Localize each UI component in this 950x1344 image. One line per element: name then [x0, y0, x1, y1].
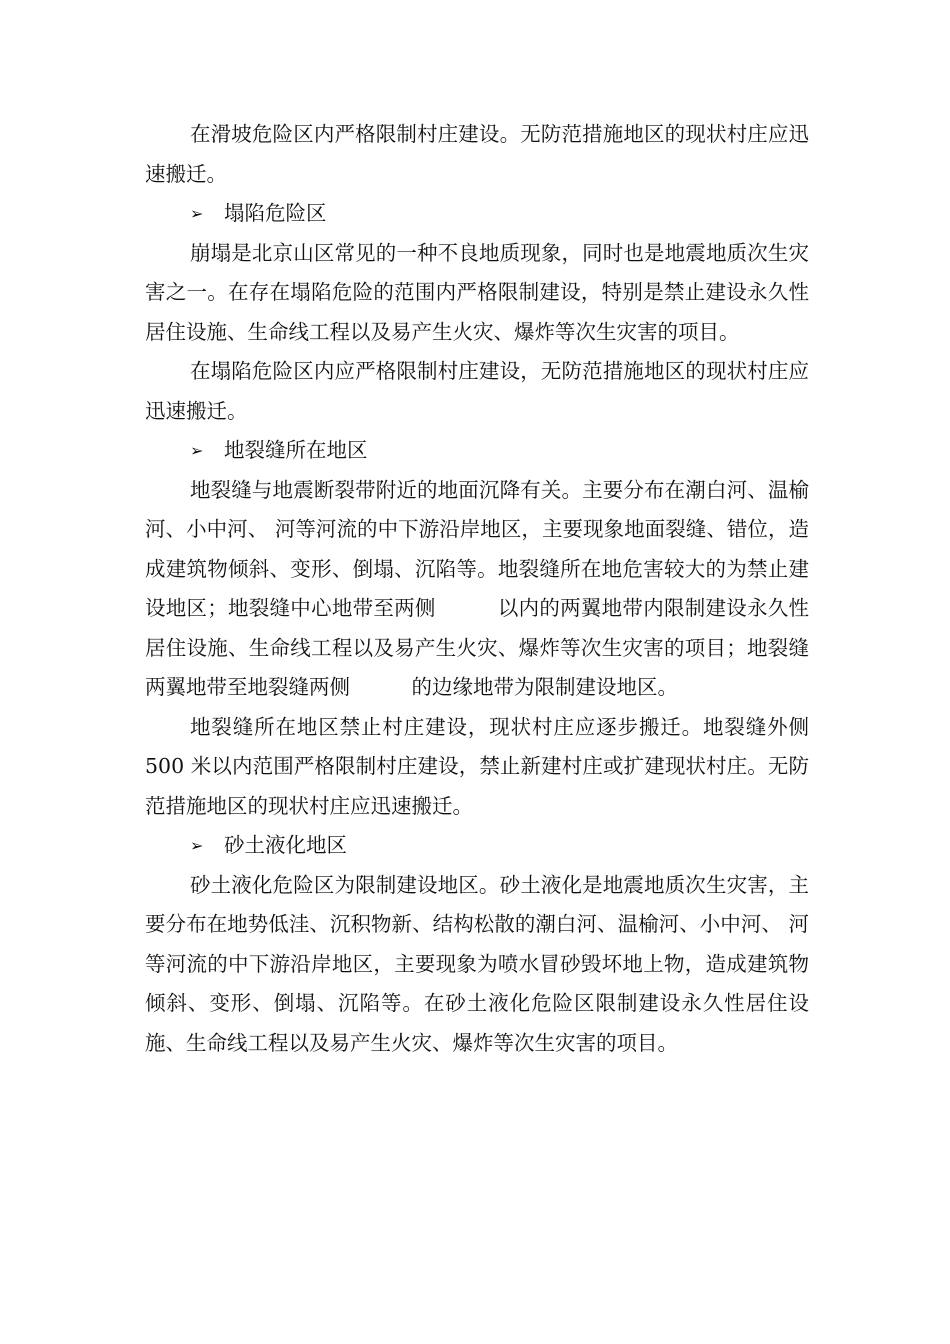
paragraph-collapse-restriction: 在塌陷危险区内应严格限制村庄建设，无防范措施地区的现状村庄应迅速搬迁。 [145, 359, 809, 423]
document-page [145, 115, 809, 1063]
heading-text: 塌陷危险区 [224, 201, 327, 225]
heading-sand-liquefaction-zone [145, 826, 809, 866]
paragraph-landslide-restriction: 在滑坡危险区内严格限制村庄建设。无防范措施地区的现状村庄应迅速搬迁。 [145, 122, 809, 186]
heading-text: 地裂缝所在地区 [224, 438, 368, 462]
paragraph-fissure-description: 地裂缝与地震断裂带附近的地面沉降有关。主要分布在潮白河、温榆河、小中河、 河等河流的中下游沿岸地区，主要现象地面裂缝、错位，造成建筑物倾斜、变形、倒塌、沉陷等。地裂缝所在地危害较大的为禁止建设地区；地裂缝中心地带至两侧 以内的两翼地带内限制建设永久性居住设施、生命线工程以及易产生火灾、爆炸等次生灾害的项目；地裂缝两翼地带至地裂缝两侧 的边缘地带为限制建设地区。 [145, 477, 809, 699]
paragraph-collapse-description: 崩塌是北京山区常见的一种不良地质现象，同时也是地震地质次生灾害之一。在存在塌陷危险的范围内严格限制建设，特别是禁止建设永久性居住设施、生命线工程以及易产生火灾、爆炸等次生灾害的项目。 [145, 240, 809, 344]
arrow-bullet-icon: ➢ [190, 204, 204, 223]
heading-collapse-zone [145, 194, 809, 234]
arrow-bullet-icon: ➢ [190, 836, 204, 855]
heading-ground-fissure-zone [145, 431, 809, 471]
heading-text: 砂土液化地区 [224, 833, 347, 857]
paragraph-fissure-restriction: 地裂缝所在地区禁止村庄建设，现状村庄应逐步搬迁。地裂缝外侧 500 米以内范围严格限制村庄建设，禁止新建村庄或扩建现状村庄。无防范措施地区的现状村庄应迅速搬迁。 [145, 714, 809, 818]
paragraph-liquefaction-description: 砂土液化危险区为限制建设地区。砂土液化是地震地质次生灾害，主要分布在地势低洼、沉积物新、结构松散的潮白河、温榆河、小中河、 河等河流的中下游沿岸地区，主要现象为喷水冒砂毁坏地上物，造成建筑物倾斜、变形、倒塌、沉陷等。在砂土液化危险区限制建设永久性居住设施、生命线工程以及易产生火灾、爆炸等次生灾害的项目。 [145, 872, 809, 1055]
arrow-bullet-icon: ➢ [190, 441, 204, 460]
